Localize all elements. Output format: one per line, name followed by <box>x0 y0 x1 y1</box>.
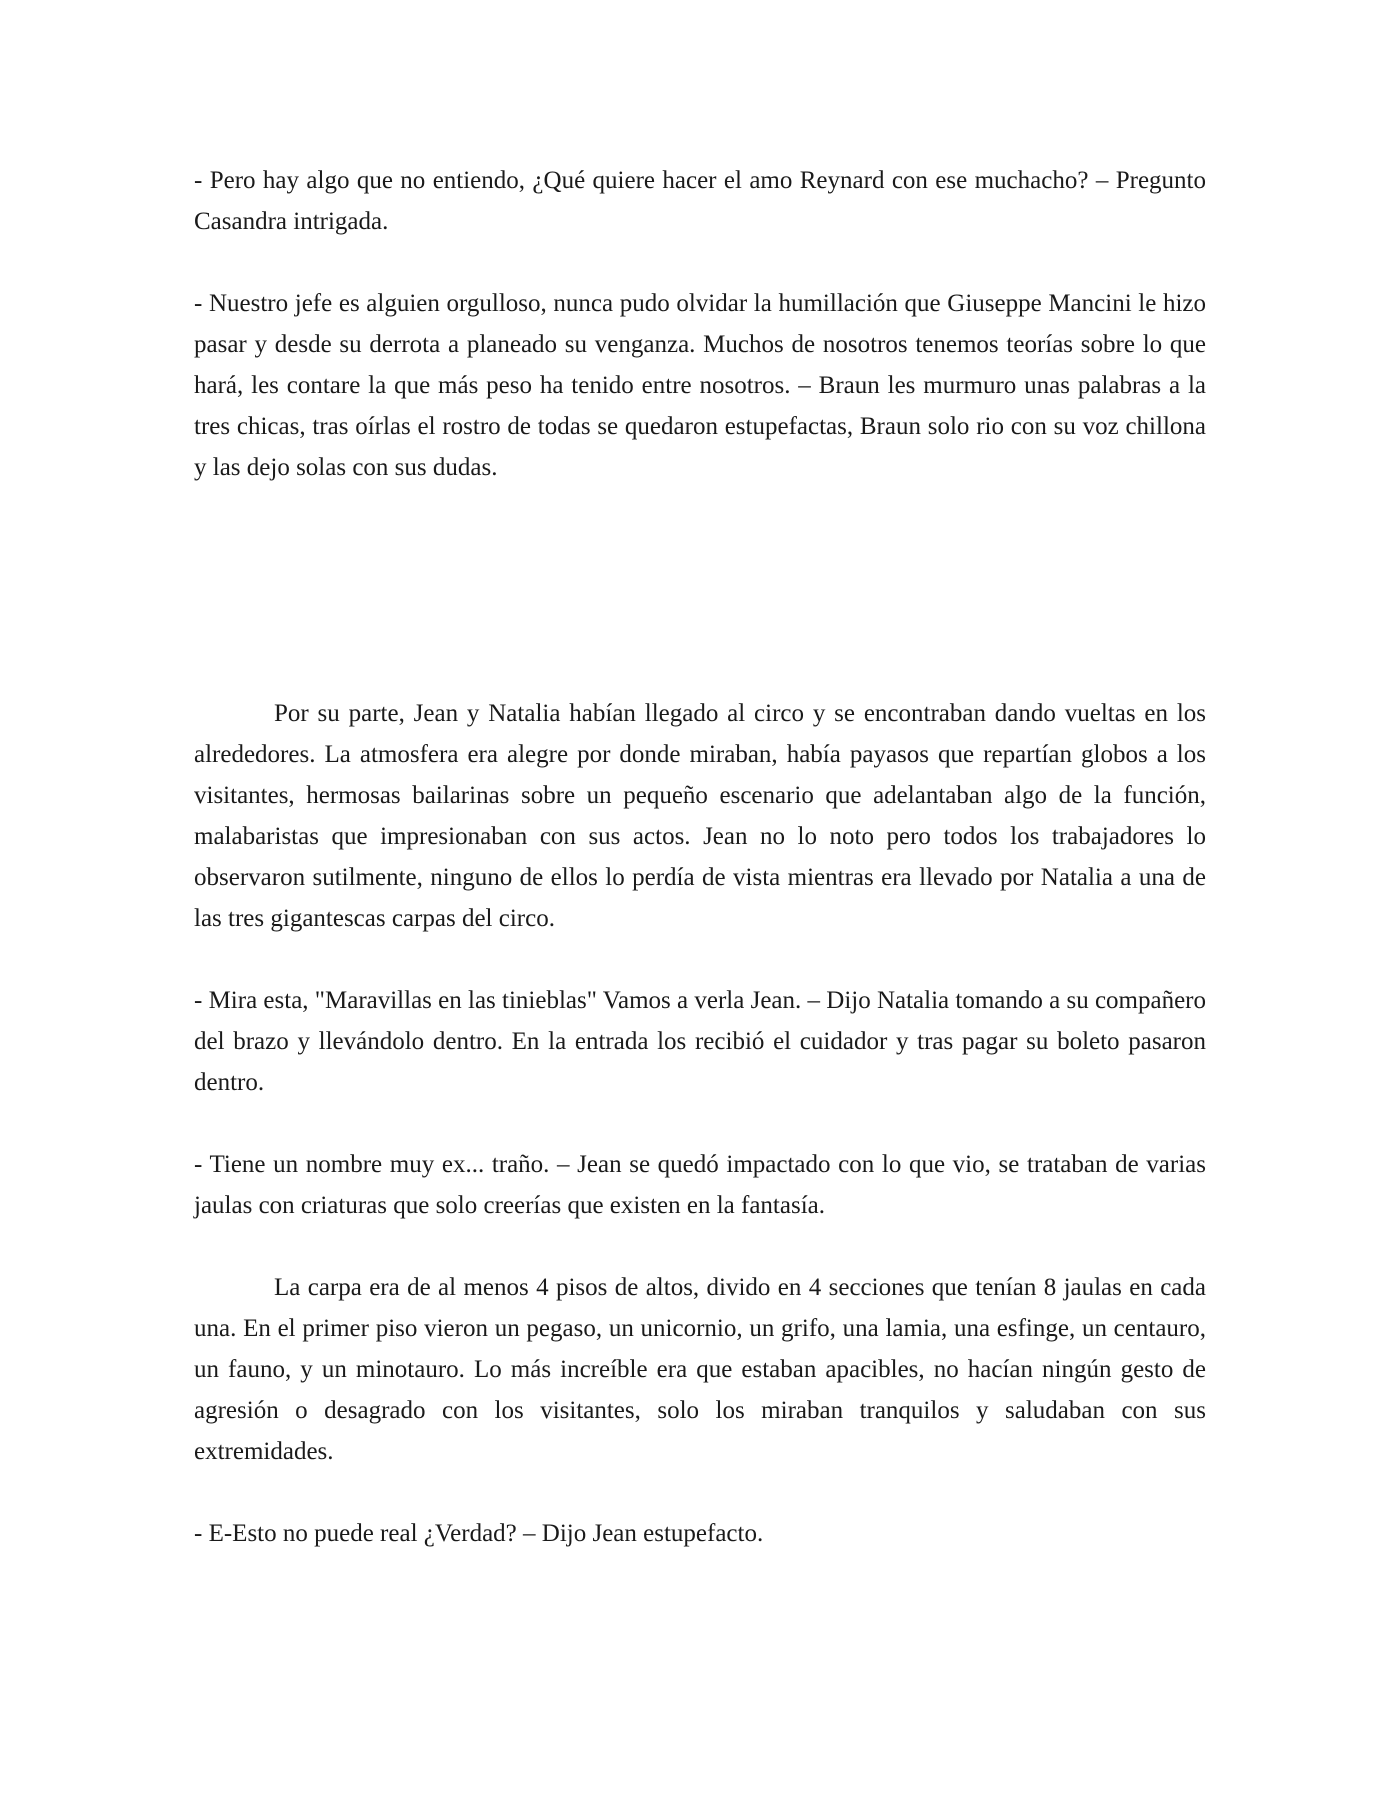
paragraph-jean-disbelief: - E-Esto no puede real ¿Verdad? – Dijo Jean estupefacto. <box>194 1520 764 1547</box>
paragraph-natalia-tent: - Mira esta, "Maravillas en las tinieblas" Vamos a verla Jean. – Dijo Natalia tomando a su compañero del brazo y llevándolo dentro. En la entrada los recibió el cuidador y tras pagar su boleto pasaron dentro. <box>194 987 1207 1096</box>
paragraph-braun-explanation: - Nuestro jefe es alguien orgulloso, nunca pudo olvidar la humillación que Giuseppe Mancini le hizo pasar y desde su derrota a planeado su venganza. Muchos de nosotros tenemos teorías sobre lo que hará, les contare la que más peso ha tenido entre nosotros. – Braun les murmuro unas palabras a la tres chicas, tras oírlas el rostro de todas se quedaron estupefactas, Braun solo rio con su voz chillona y las dejo solas con sus dudas. <box>194 290 1206 481</box>
paragraph-jean-impressed: - Tiene un nombre muy ex... traño. – Jean se quedó impactado con lo que vio, se trataban de varias jaulas con criaturas que solo creerías que existen en la fantasía. <box>194 1151 1206 1219</box>
paragraph-casandra-question: - Pero hay algo que no entiendo, ¿Qué quiere hacer el amo Reynard con ese muchacho? – Pregunto Casandra intrigada. <box>194 167 1206 235</box>
section-break <box>194 529 1206 693</box>
document-page <box>194 160 1206 1595</box>
paragraph-tent-description: La carpa era de al menos 4 pisos de altos, divido en 4 secciones que tenían 8 jaulas en cada una. En el primer piso vieron un pegaso, un unicornio, un grifo, una lamia, una esfinge, un centauro, un fauno, y un minotauro. Lo más increíble era que estaban apacibles, no hacían ningún gesto de agresión o desagrado con los visitantes, solo los miraban tranquilos y saludaban con sus extremidades. <box>194 1274 1206 1465</box>
paragraph-circus-arrival: Por su parte, Jean y Natalia habían llegado al circo y se encontraban dando vueltas en los alrededores. La atmosfera era alegre por donde miraban, había payasos que repartían globos a los visitantes, hermosas bailarinas sobre un pequeño escenario que adelantaban algo de la función, malabaristas que impresionaban con sus actos. Jean no lo noto pero todos los trabajadores lo observaron sutilmente, ninguno de ellos lo perdía de vista mientras era llevado por Natalia a una de las tres gigantescas carpas del circo. <box>194 700 1206 932</box>
